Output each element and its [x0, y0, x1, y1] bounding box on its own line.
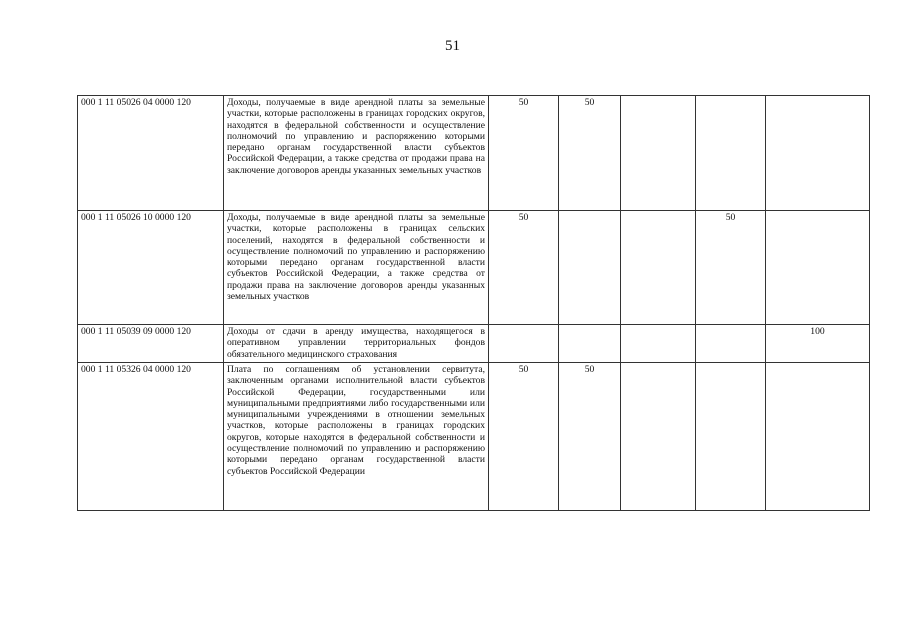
value-cell	[621, 325, 696, 363]
page-number: 51	[445, 38, 460, 54]
value-cell: 50	[696, 211, 766, 325]
value-cell	[559, 211, 621, 325]
value-cell	[489, 325, 559, 363]
table-row	[78, 211, 870, 325]
value-cell	[696, 96, 766, 211]
value-cell	[766, 211, 870, 325]
value-cell: 50	[489, 211, 559, 325]
value-cell	[766, 363, 870, 511]
description-cell: Доходы, получаемые в виде арендной платы за земельные участки, которые расположены в границах сельских поселений, находятся в федеральной собственности и осуществление полномочий по управлению и распоряжению которыми передано органам государственной власти субъектов Российской Федерации, а также средства от продажи права на заключение договоров аренды указанных земельных участков	[224, 211, 489, 325]
value-cell	[621, 363, 696, 511]
value-cell	[621, 96, 696, 211]
description-cell: Плата по соглашениям об установлении сервитута, заключенным органами исполнительной власти субъектов Российской Федерации, государственными или муниципальными предприятиями либо государственными или муниципальными учреждениями в отношении земельных участков, которые расположены в границах городских округов, которые находятся в федеральной собственности и осуществление полномочий по управлению и распоряжению которыми передано органам государственной власти субъектов Российской Федерации	[224, 363, 489, 511]
table-row	[78, 325, 870, 363]
value-cell: 50	[559, 96, 621, 211]
value-cell	[559, 325, 621, 363]
description-cell: Доходы, получаемые в виде арендной платы за земельные участки, которые расположены в границах городских округов, находятся в федеральной собственности и осуществление полномочий по управлению и распоряжению которыми передано органам государственной власти субъектов Российской Федерации, а также средства от продажи права на заключение договоров аренды указанных земельных участков	[224, 96, 489, 211]
value-cell: 100	[766, 325, 870, 363]
value-cell: 50	[559, 363, 621, 511]
table-row	[78, 363, 870, 511]
value-cell	[621, 211, 696, 325]
description-cell: Доходы от сдачи в аренду имущества, находящегося в оперативном управлении территориальных фондов обязательного медицинского страхования	[224, 325, 489, 363]
budget-code-cell: 000 1 11 05326 04 0000 120	[78, 363, 224, 511]
budget-code-cell: 000 1 11 05039 09 0000 120	[78, 325, 224, 363]
value-cell	[766, 96, 870, 211]
value-cell: 50	[489, 96, 559, 211]
value-cell	[696, 363, 766, 511]
revenue-distribution-table	[77, 95, 870, 511]
value-cell: 50	[489, 363, 559, 511]
budget-code-cell: 000 1 11 05026 10 0000 120	[78, 211, 224, 325]
budget-code-cell: 000 1 11 05026 04 0000 120	[78, 96, 224, 211]
table-row	[78, 96, 870, 211]
value-cell	[696, 325, 766, 363]
